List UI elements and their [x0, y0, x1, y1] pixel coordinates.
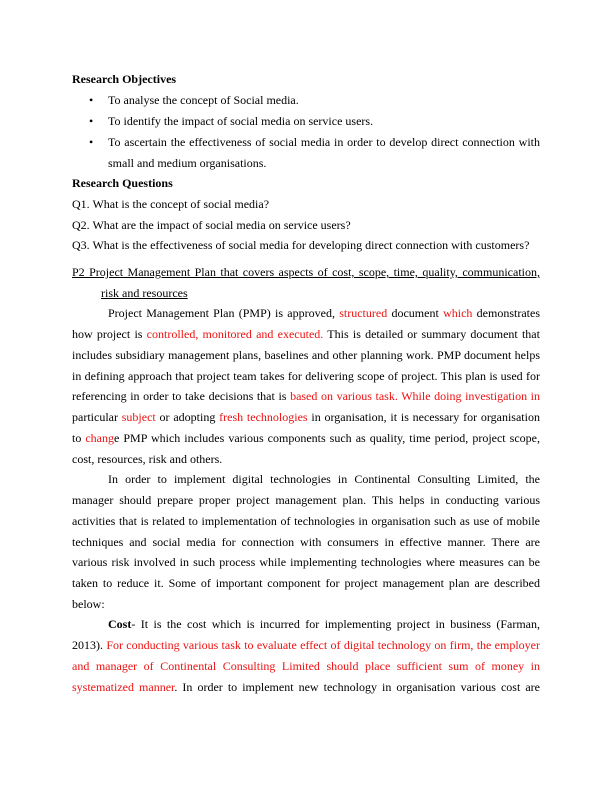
- cost-line: [72, 680, 540, 701]
- paragraph-text: document: [387, 306, 444, 320]
- paragraph-line: [72, 410, 540, 431]
- paragraph-line: [72, 452, 540, 473]
- section-heading: P2 Project Management Plan that covers aspects of cost, scope, time, quality, communication,: [72, 265, 540, 279]
- section-heading-continuation: risk and resources: [101, 286, 188, 300]
- highlighted-text: controlled, monitored and executed.: [146, 327, 324, 341]
- bullet-marker: •: [89, 135, 94, 149]
- question-item: Q1. What is the concept of social media?: [72, 197, 270, 211]
- paragraph-line: below:: [72, 597, 105, 611]
- paragraph-text: in organisation, it is necessary for organisation: [307, 410, 540, 424]
- objective-item: To identify the impact of social media on service users.: [108, 114, 374, 128]
- highlighted-text: For conducting various task to evaluate effect of digital technology on firm, the employer: [106, 638, 541, 652]
- paragraph-line: activities that is related to implementation of technologies in organisation such as use of mobile: [72, 514, 540, 528]
- paragraph-line: techniques and social media for connection with consumers in effective manner. There are: [72, 535, 540, 549]
- objective-item-continuation: small and medium organisations.: [108, 156, 267, 170]
- paragraph-text: Project Management Plan (PMP) is approved,: [108, 306, 340, 320]
- cost-text: . In order to implement new technology in organisation various cost are: [174, 680, 540, 694]
- highlighted-text: which: [443, 306, 473, 320]
- highlighted-text: fresh technologies: [219, 410, 308, 424]
- paragraph-line: [72, 327, 540, 348]
- paragraph-text: referencing in order to take decisions that is: [72, 389, 291, 403]
- paragraph-line: taken to reduce it. Some of important component for project management plan are described: [72, 576, 540, 590]
- paragraph-line: [72, 431, 540, 452]
- objectives-heading: Research Objectives: [72, 72, 177, 86]
- paragraph-text: to: [72, 431, 86, 445]
- paragraph-text: or adopting: [155, 410, 220, 424]
- paragraph-line: [108, 306, 540, 327]
- question-item: Q3. What is the effectiveness of social media for developing direct connection with customers?: [72, 238, 530, 252]
- cost-text: - It is the cost which is incurred for implementing project in business (Farman,: [131, 617, 540, 631]
- paragraph-text: includes subsidiary management plans, baselines and other planning work. PMP document helps: [72, 348, 540, 362]
- highlighted-text: chang: [85, 431, 115, 445]
- paragraph-text: how project is: [72, 327, 147, 341]
- objective-item: To analyse the concept of Social media.: [108, 93, 299, 107]
- paragraph-text: cost, resources, risk and others.: [72, 452, 223, 466]
- highlighted-text: subject: [121, 410, 156, 424]
- paragraph-line: [72, 348, 540, 369]
- highlighted-text: based on various task. While doing investigation in: [290, 389, 540, 403]
- cost-text: 2013).: [72, 638, 107, 652]
- question-item: Q2. What are the impact of social media on service users?: [72, 218, 351, 232]
- paragraph-text: e PMP which includes various components such as quality, time period, project scope,: [114, 431, 540, 445]
- paragraph-line: various risk involved in such process while implementing technologies where measures can be: [72, 555, 540, 569]
- paragraph-line: manager should prepare proper project management plan. This helps in conducting various: [72, 493, 540, 507]
- bullet-marker: •: [89, 114, 94, 128]
- paragraph-text: demonstrates: [472, 306, 540, 320]
- questions-heading: Research Questions: [72, 176, 173, 190]
- paragraph-line: [72, 369, 540, 390]
- paragraph-text: in defining approach that project team takes for delivering scope of project. This plan is used for: [72, 369, 540, 383]
- bullet-marker: •: [89, 93, 94, 107]
- cost-label: Cost: [108, 617, 132, 631]
- highlighted-text: and manager of Continental Consulting Limited should place sufficient sum of money in: [72, 659, 540, 673]
- highlighted-text: systematized manner: [72, 680, 175, 694]
- paragraph-line: [72, 389, 540, 410]
- paragraph-line: In order to implement digital technologies in Continental Consulting Limited, the: [108, 472, 540, 486]
- cost-line: [108, 617, 540, 638]
- highlighted-text: structured: [339, 306, 388, 320]
- paragraph-text: particular: [72, 410, 122, 424]
- objective-item: To ascertain the effectiveness of social media in order to develop direct connection with: [108, 135, 540, 149]
- paragraph-text: This is detailed or summary document that: [323, 327, 540, 341]
- cost-line: [72, 638, 540, 659]
